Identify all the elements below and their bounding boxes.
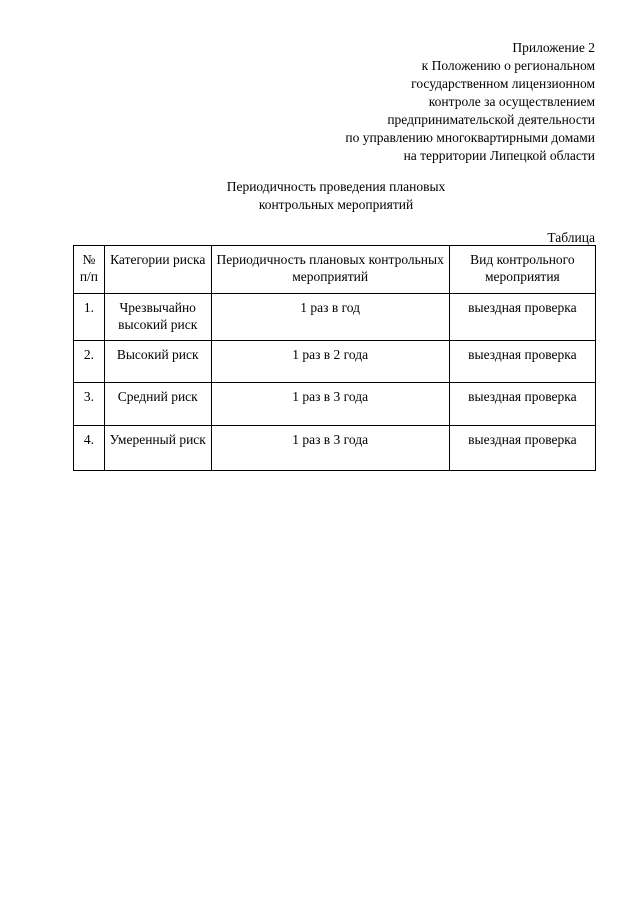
appendix-line: контроле за осуществлением: [428, 94, 595, 109]
document-title-line: Периодичность проведения плановых: [226, 179, 446, 194]
table-row: [74, 294, 596, 341]
cell-number: 4.: [74, 426, 105, 471]
cell-control-type: выездная проверка: [449, 294, 595, 341]
cell-risk-category: Средний риск: [104, 383, 211, 426]
cell-control-type: выездная проверка: [449, 426, 595, 471]
cell-number: 3.: [74, 383, 105, 426]
appendix-line: по управлению многоквартирными домами: [345, 130, 595, 145]
cell-control-type: выездная проверка: [449, 383, 595, 426]
table-header-row: [74, 246, 596, 294]
cell-periodicity: 1 раз в 3 года: [211, 383, 449, 426]
appendix-header: [345, 39, 595, 165]
appendix-line: предпринимательской деятельности: [387, 112, 595, 127]
header-cell-periodicity: Периодичность плановых контрольных мероприятий: [211, 246, 449, 294]
appendix-line: к Положению о региональном: [421, 58, 595, 73]
cell-periodicity: 1 раз в 3 года: [211, 426, 449, 471]
table-row: [74, 383, 596, 426]
appendix-line: Приложение 2: [512, 40, 595, 55]
header-cell-risk-category: Категории риска: [104, 246, 211, 294]
table-row: [74, 341, 596, 383]
appendix-line: на территории Липецкой области: [403, 148, 595, 163]
document-title-line: контрольных мероприятий: [258, 197, 414, 212]
cell-risk-category: Умеренный риск: [104, 426, 211, 471]
header-cell-number: № п/п: [74, 246, 105, 294]
cell-periodicity: 1 раз в 2 года: [211, 341, 449, 383]
cell-risk-category: Высокий риск: [104, 341, 211, 383]
header-cell-control-type: Вид контрольного мероприятия: [449, 246, 595, 294]
table-caption: Таблица: [547, 230, 595, 245]
cell-control-type: выездная проверка: [449, 341, 595, 383]
appendix-line: государственном лицензионном: [411, 76, 595, 91]
cell-risk-category: Чрезвычайно высокий риск: [104, 294, 211, 341]
cell-periodicity: 1 раз в год: [211, 294, 449, 341]
table-row: [74, 426, 596, 471]
risk-periodicity-table: [73, 245, 596, 471]
cell-number: 1.: [74, 294, 105, 341]
document-title: [0, 178, 640, 214]
cell-number: 2.: [74, 341, 105, 383]
